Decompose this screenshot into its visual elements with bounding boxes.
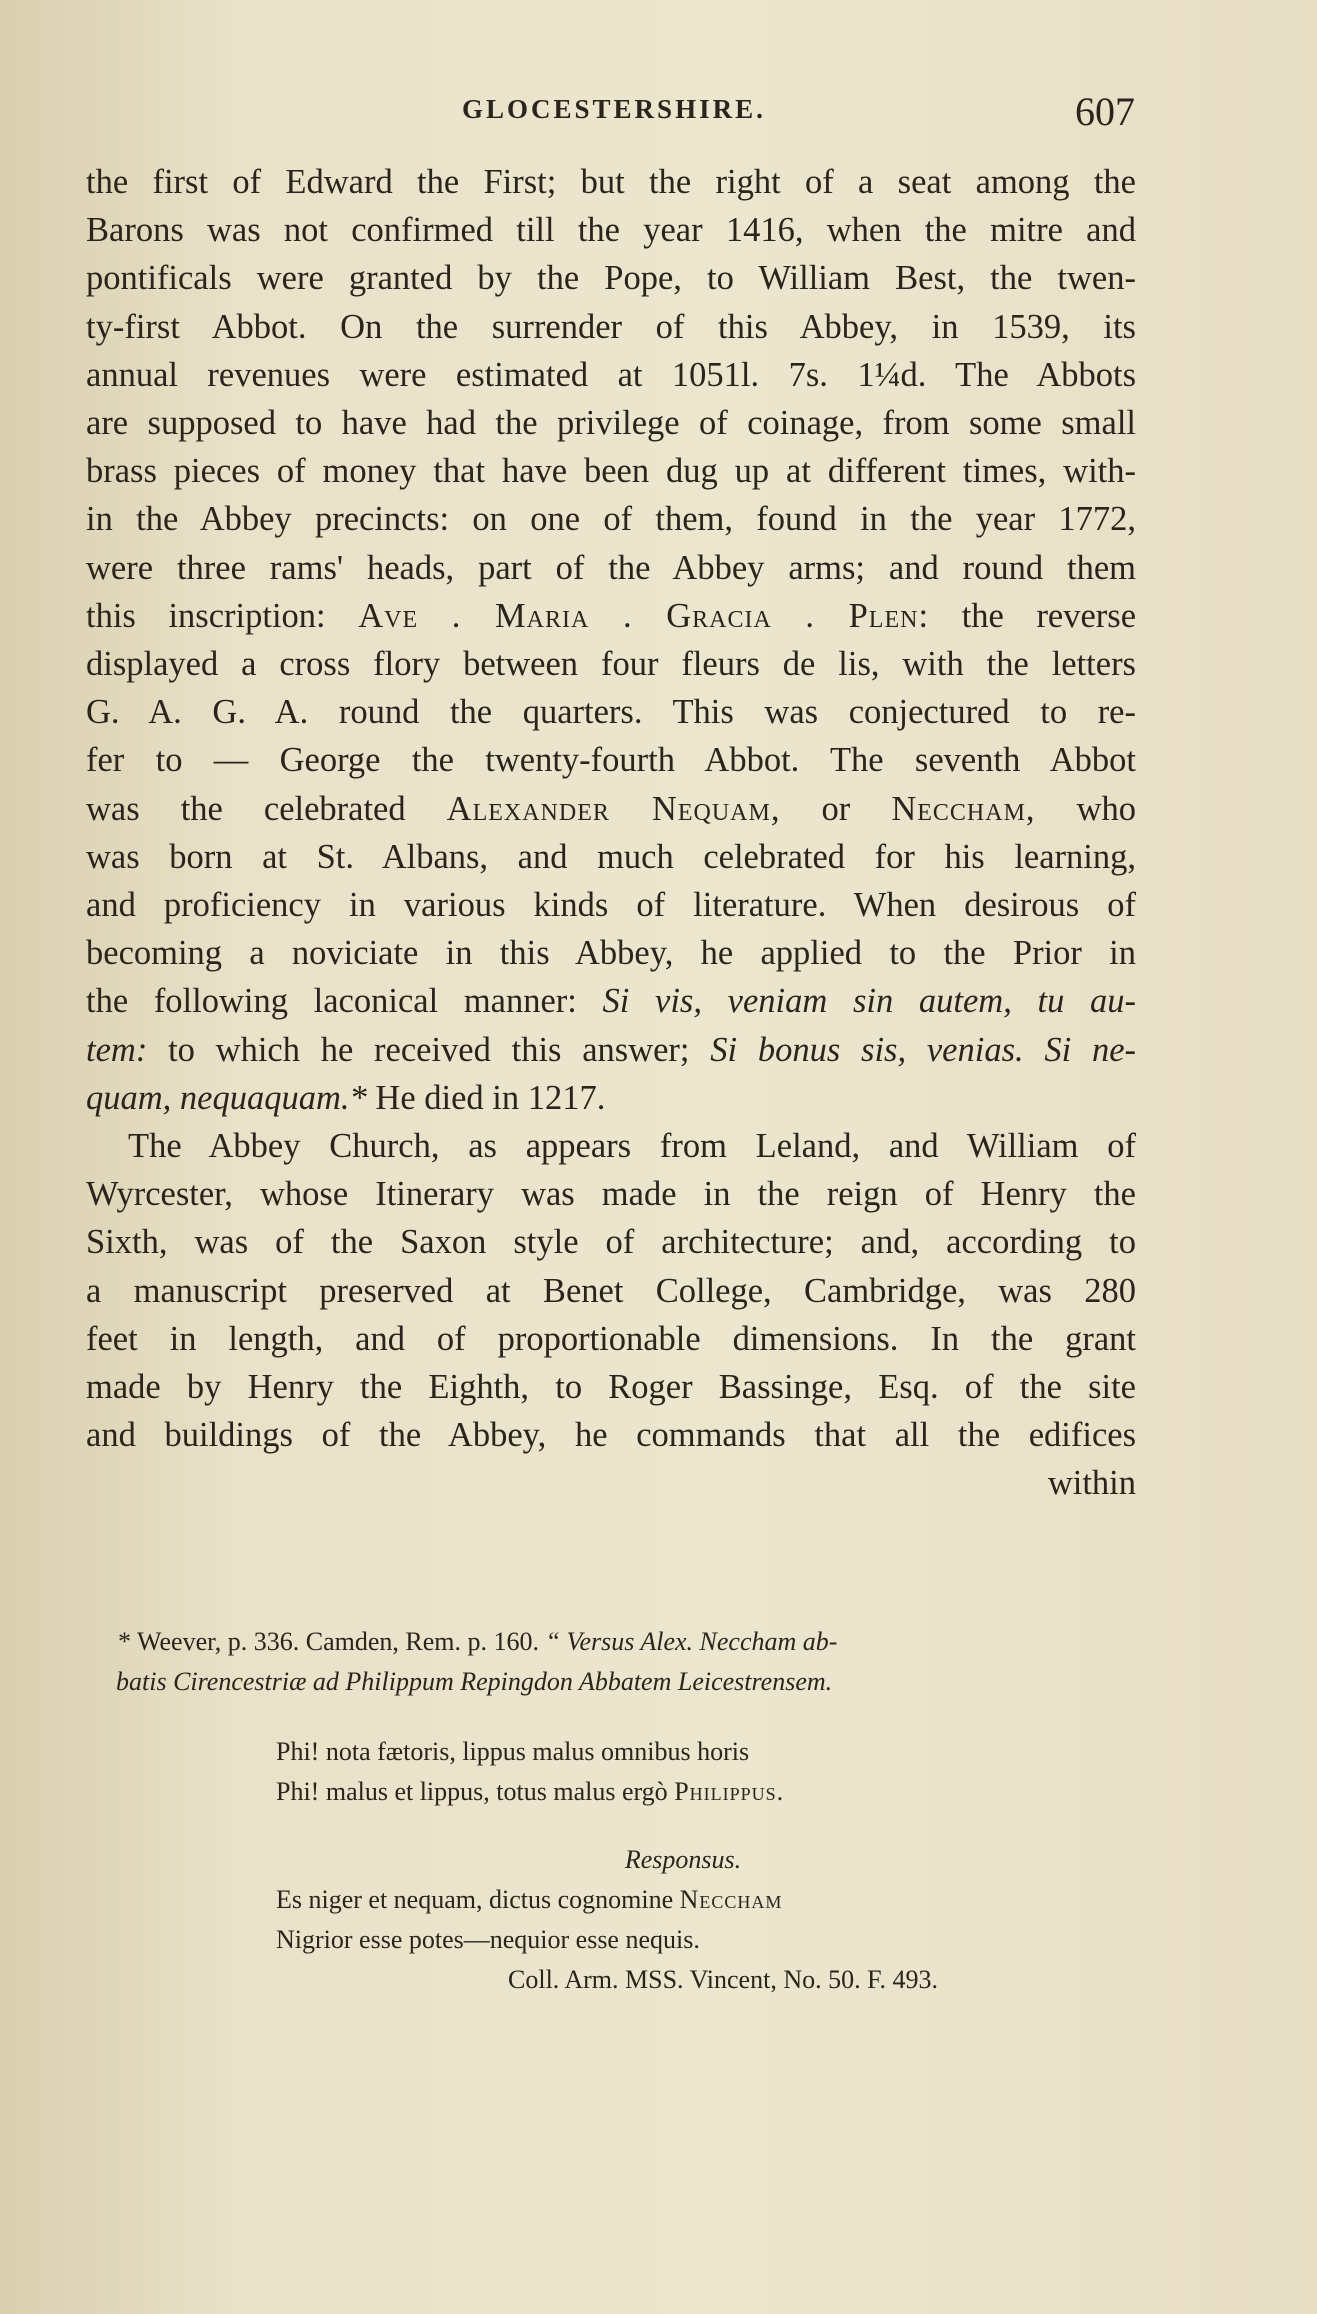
- attribution: Coll. Arm. MSS. Vincent, No. 50. F. 493.: [508, 1965, 938, 1994]
- text-run: this inscription:: [86, 596, 326, 635]
- text-line: made by Henry the Eighth, to Roger Bassinge, Esq. of the site: [86, 1368, 1136, 1407]
- text-run: to which he received this answer;: [168, 1030, 690, 1069]
- footnote-italic: “ Versus Alex. Neccham ab-: [545, 1627, 838, 1656]
- responsus-heading: Responsus.: [624, 1845, 742, 1874]
- text-line: were three rams' heads, part of the Abbey arms; and round them: [86, 548, 1136, 587]
- verse-text: Phi! malus et lippus, totus malus ergò: [276, 1777, 668, 1806]
- text-line: and buildings of the Abbey, he commands that all the edifices: [86, 1416, 1136, 1455]
- text-line: brass pieces of money that have been dug up at different times, with-: [86, 452, 1136, 491]
- latin-quote: Si vis, veniam sin autem, tu au-: [602, 982, 1136, 1021]
- text-run: was the celebrated: [86, 789, 406, 828]
- verse-name: Neccham: [679, 1885, 783, 1914]
- person-name: Alexander Nequam,: [446, 789, 781, 828]
- text-line: becoming a noviciate in this Abbey, he applied to the Prior in: [86, 934, 1136, 973]
- text-line: G. A. G. A. round the quarters. This was conjectured to re-: [86, 693, 1136, 732]
- text-line: fer to — George the twenty-fourth Abbot. The seventh Abbot: [86, 741, 1136, 780]
- text-line: ty-first Abbot. On the surrender of this Abbey, in 1539, its: [86, 307, 1136, 346]
- text-line: pontificals were granted by the Pope, to William Best, the twen-: [86, 259, 1136, 298]
- text-line: Sixth, was of the Saxon style of architecture; and, according to: [86, 1223, 1136, 1262]
- footnote-line: [118, 1622, 1128, 1662]
- verse-text: Es niger et nequam, dictus cognomine: [276, 1885, 674, 1914]
- text-line: [86, 977, 1136, 1025]
- text-line: a manuscript preserved at Benet College, Cambridge, was 280: [86, 1271, 1136, 1310]
- latin-quote: quam, nequaquam.*: [86, 1078, 367, 1117]
- footnote-italic: batis Cirencestriæ ad Philippum Repingdon Abbatem Leicestrensem.: [116, 1667, 833, 1696]
- verse-line: Nigrior esse potes—nequior esse nequis.: [276, 1925, 700, 1954]
- main-text: [86, 158, 1136, 1508]
- footnote-line: [116, 1662, 1128, 1702]
- verse-line: Phi! nota fætoris, lippus malus omnibus horis: [276, 1737, 750, 1766]
- text-run: He died in 1217.: [375, 1078, 606, 1117]
- text-line: Wyrcester, whose Itinerary was made in the reign of Henry the: [86, 1175, 1136, 1214]
- text-line: [86, 592, 1136, 640]
- inscription: Ave . Maria . Gracia . Plen:: [358, 596, 930, 635]
- verse-line: [276, 1880, 1128, 1920]
- text-line: are supposed to have had the privilege of coinage, from some small: [86, 404, 1136, 443]
- text-line: and proficiency in various kinds of literature. When desirous of: [86, 886, 1136, 925]
- text-line: [86, 785, 1136, 833]
- person-name: Neccham,: [891, 789, 1036, 828]
- text-run: who: [1076, 789, 1137, 828]
- text-line: feet in length, and of proportionable dimensions. In the grant: [86, 1319, 1136, 1358]
- text-line: displayed a cross flory between four fleurs de lis, with the letters: [86, 645, 1136, 684]
- footnote: [118, 1622, 1128, 2000]
- text-line: [86, 1026, 1136, 1074]
- text-run: the following laconical manner:: [86, 982, 577, 1021]
- latin-quote: tem:: [86, 1030, 148, 1069]
- footnote-text: * Weever, p. 336. Camden, Rem. p. 160.: [118, 1627, 539, 1656]
- latin-quote: Si bonus sis, venias. Si ne-: [710, 1030, 1137, 1069]
- page-number: 607: [1075, 89, 1135, 134]
- running-head: GLOCESTERSHIRE.: [462, 94, 766, 124]
- page-header: [0, 88, 1317, 134]
- text-line: the first of Edward the First; but the right of a seat among the: [86, 163, 1136, 201]
- text-line: [86, 1074, 1136, 1122]
- text-line: was born at St. Albans, and much celebrated for his learning,: [86, 837, 1136, 876]
- text-run: the reverse: [961, 596, 1137, 635]
- text-line: in the Abbey precincts: on one of them, found in the year 1772,: [86, 500, 1136, 539]
- text-line: annual revenues were estimated at 1051l. 7s. 1¼d. The Abbots: [86, 355, 1136, 394]
- text-line: Barons was not confirmed till the year 1416, when the mitre and: [86, 211, 1136, 250]
- text-line: The Abbey Church, as appears from Leland, and William of: [128, 1127, 1136, 1166]
- catchword: within: [1047, 1464, 1136, 1503]
- verse-line: [276, 1772, 1128, 1812]
- text-run: or: [821, 789, 851, 828]
- verse-name: Philippus.: [674, 1777, 785, 1806]
